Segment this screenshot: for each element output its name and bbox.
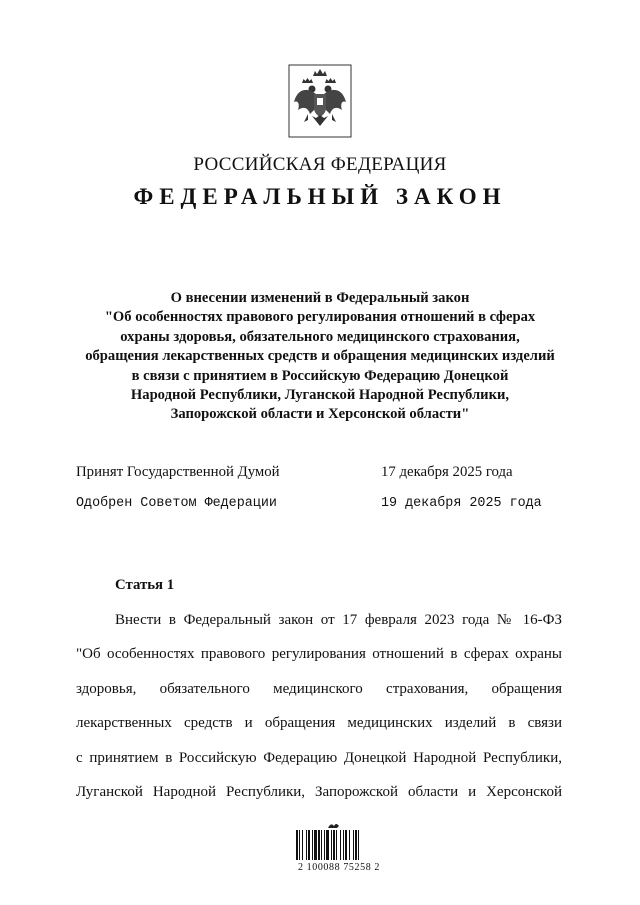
article-text-line: с принятием в Российскую Федерацию Донецкой Народной Республики,: [76, 750, 562, 766]
duma-adoption-date: 17 декабря 2025 года: [381, 464, 513, 480]
law-title-line: в связи с принятием в Российскую Федерацию Донецкой: [131, 367, 509, 384]
law-title-line: обращения лекарственных средств и обращения медицинских изделий: [85, 348, 555, 365]
barcode-icon: [294, 820, 378, 868]
document-type-heading: ФЕДЕРАЛЬНЫЙ ЗАКОН: [133, 184, 507, 209]
law-title-line: Запорожской области и Херсонской области": [170, 406, 470, 423]
barcode-number: 2 100088 75258 2: [297, 862, 381, 873]
article-text-line: "Об особенностях правового регулирования отношений в сферах охраны: [76, 646, 562, 662]
article-text-line: лекарственных средств и обращения медицинских изделий в связи: [76, 715, 562, 731]
duma-adoption-label: Принят Государственной Думой: [76, 464, 280, 480]
article-text-line: Внести в Федеральный закон от 17 февраля 2023 года № 16-ФЗ: [115, 612, 562, 628]
article-heading: Статья 1: [115, 577, 175, 593]
council-approval-label: Одобрен Советом Федерации: [76, 496, 277, 511]
country-name: РОССИЙСКАЯ ФЕДЕРАЦИЯ: [193, 154, 447, 175]
law-title-line: охраны здоровья, обязательного медицинского страхования,: [120, 328, 520, 345]
article-text-line: здоровья, обязательного медицинского страхования, обращения: [76, 681, 562, 697]
article-text-line: Луганской Народной Республики, Запорожской области и Херсонской: [76, 784, 562, 800]
coat-of-arms-icon: [288, 64, 352, 138]
council-approval-date: 19 декабря 2025 года: [381, 496, 542, 511]
law-title-line: "Об особенностях правового регулирования отношений в сферах: [104, 309, 536, 326]
law-title-line: Народной Республики, Луганской Народной Республики,: [130, 387, 510, 404]
law-title: [60, 289, 580, 425]
law-title-line: О внесении изменений в Федеральный закон: [170, 290, 470, 306]
